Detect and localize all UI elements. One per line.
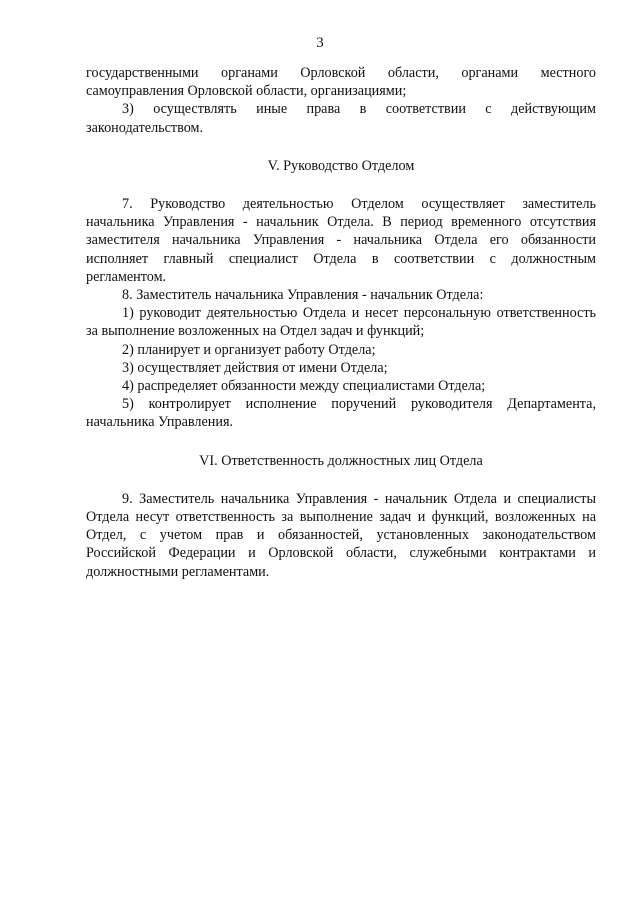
paragraph: 7. Руководство деятельностью Отделом осуществляет заместитель начальника Управления - начальник Отдела. В период временного отсутствия заместителя начальника Управления - начальника Отдела его обязанности исполняет главный специалист Отдела в соответствии с должностным регламентом. (86, 196, 596, 285)
paragraph: 1) руководит деятельностью Отдела и несет персональную ответственность за выполнение возложенных на Отдел задач и функций; (86, 305, 596, 340)
page-number: 3 (316, 35, 324, 51)
paragraph: 9. Заместитель начальника Управления - начальник Отдела и специалисты Отдела несут ответственность за выполнение задач и функций, возложенных на Отдел, с учетом прав и обязанностей, установленных законодательством Российской Федерации и Орловской области, служебными контрактами и должностными регламентами. (86, 490, 596, 580)
spacer (86, 432, 596, 452)
paragraph: 2) планирует и организует работу Отдела; (122, 341, 376, 358)
paragraph: 5) контролирует исполнение поручений руководителя Департамента, начальника Управления. (86, 396, 596, 431)
paragraph: 3) осуществляет действия от имени Отдела; (122, 359, 388, 376)
document-body (86, 64, 596, 581)
spacer (86, 137, 596, 157)
paragraph: 4) распределяет обязанности между специалистами Отдела; (122, 378, 486, 395)
section-heading: VI. Ответственность должностных лиц Отдела (199, 452, 483, 469)
spacer (86, 175, 596, 195)
spacer (86, 470, 596, 490)
paragraph: государственными органами Орловской области, органами местного самоуправления Орловской области, организациями; (86, 65, 596, 100)
paragraph: 8. Заместитель начальника Управления - начальник Отдела: (122, 287, 484, 304)
paragraph: 3) осуществлять иные права в соответствии с действующим законодательством. (86, 101, 596, 136)
section-heading: V. Руководство Отделом (267, 157, 415, 174)
